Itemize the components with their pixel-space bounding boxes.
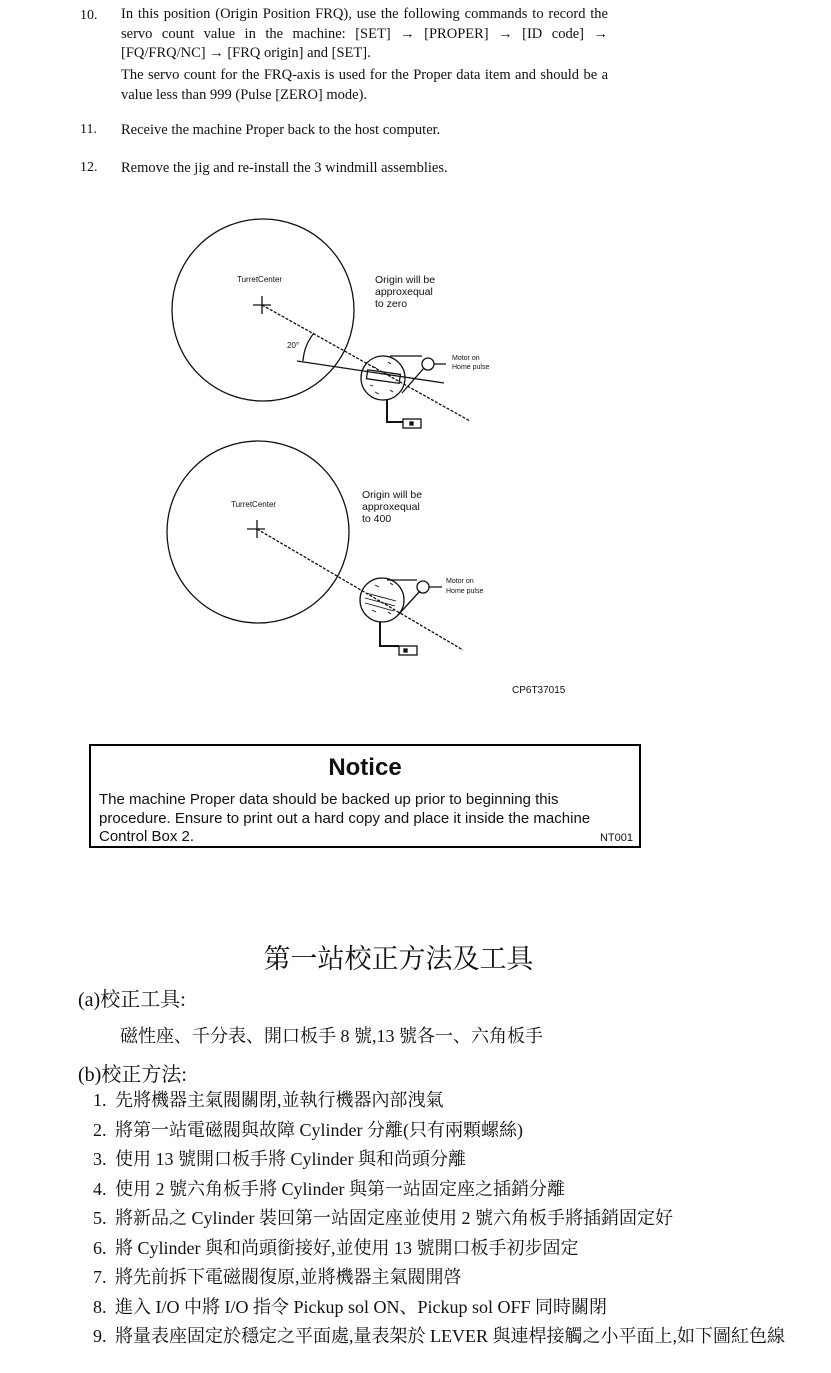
step-number: 4. <box>93 1179 107 1199</box>
step-text: 將新品之 Cylinder 裝回第一站固定座並使用 2 號六角板手將插銷固定好 <box>115 1208 673 1228</box>
sensor-box <box>399 646 417 655</box>
method-step <box>93 1322 823 1351</box>
sensor-lead <box>380 622 399 646</box>
diagram-origin-zero <box>172 219 470 428</box>
step-number: 8. <box>93 1297 107 1317</box>
step-text: 將先前拆下電磁閥復原,並將機器主氣閥開啓 <box>115 1267 462 1287</box>
step-text: 使用 13 號開口板手將 Cylinder 與和尚頭分離 <box>115 1149 466 1169</box>
step-number: 10. <box>80 8 98 23</box>
turret-circle <box>167 441 349 623</box>
method-step <box>93 1086 823 1115</box>
sensor-lead <box>387 400 403 422</box>
step-number: 12. <box>80 160 98 175</box>
method-step <box>93 1175 823 1204</box>
step-number: 2. <box>93 1120 107 1140</box>
turret-circle <box>172 219 354 401</box>
step-number: 5. <box>93 1208 107 1228</box>
origin-note-line: Origin will be <box>362 489 423 501</box>
step-number: 9. <box>93 1326 107 1346</box>
motor-label-line: Home pulse <box>446 588 484 595</box>
turret-center-label: TurretCenter <box>237 275 283 284</box>
origin-note-line: Origin will be <box>375 274 436 286</box>
center-line <box>257 529 463 650</box>
notice-title: Notice <box>328 754 402 781</box>
step-text: 使用 2 號六角板手將 Cylinder 與第一站固定座之插銷分離 <box>115 1179 565 1199</box>
origin-note-line: to zero <box>375 298 408 310</box>
step-text-note: The servo count for the FRQ-axis is used for the Proper data item and should be a value less than 999 (Pulse [ZERO] mode). <box>121 67 608 103</box>
method-step <box>93 1204 823 1233</box>
origin-note-line: to 400 <box>362 513 392 525</box>
step-text: Receive the machine Proper back to the host computer. <box>121 122 441 138</box>
motor-label-line: Motor on <box>452 355 480 362</box>
figure-code: CP6T37015 <box>512 685 566 696</box>
windmill-circle <box>361 356 405 400</box>
method-step <box>93 1263 823 1292</box>
method-step <box>93 1234 823 1263</box>
calibration-title: 第一站校正方法及工具 <box>263 944 534 974</box>
turret-center-label: TurretCenter <box>231 500 277 509</box>
origin-note-line: approxequal <box>362 501 420 513</box>
notice-body: The machine Proper data should be backed up prior to beginning this procedure. Ensure to print out a hard copy and place it inside the machine Control Box 2. <box>99 791 591 845</box>
method-step <box>93 1145 823 1174</box>
step-number: 1. <box>93 1090 107 1110</box>
method-step <box>93 1293 823 1322</box>
angle-label: 20° <box>287 341 300 350</box>
step-text: 將第一站電磁閥與故障 Cylinder 分離(只有兩顆螺絲) <box>115 1120 523 1140</box>
step-text: 先將機器主氣閥關閉,並執行機器內部洩氣 <box>115 1090 444 1110</box>
turret-center-cross <box>247 520 265 538</box>
motor-label-line: Home pulse <box>452 364 490 371</box>
step-text: 將 Cylinder 與和尚頭銜接好,並使用 13 號開口板手初步固定 <box>115 1238 579 1258</box>
notice-code: NT001 <box>599 832 633 844</box>
tools-heading: (a)校正工具: <box>78 989 186 1011</box>
windmill-circle <box>360 578 404 622</box>
diagram-origin-400 <box>167 441 463 655</box>
method-heading: (b)校正方法: <box>78 1064 187 1086</box>
step-text: In this position (Origin Position FRQ), use the following commands to record the servo count value in the machine: [SET] → [PROPER] → [ID code] → [FQ/FRQ/NC] → [FRQ origin] and [SET]. <box>121 6 608 61</box>
angle-arc <box>303 333 314 361</box>
step-number: 7. <box>93 1267 107 1287</box>
step-number: 6. <box>93 1238 107 1258</box>
step-text: Remove the jig and re-install the 3 windmill assemblies. <box>121 160 448 176</box>
origin-note-line: approxequal <box>375 286 433 298</box>
step-number: 11. <box>80 122 97 137</box>
method-step <box>93 1116 823 1145</box>
step-text: 將量表座固定於穩定之平面處,量表架於 LEVER 與連桿接觸之小平面上,如下圖紅色線 <box>115 1326 785 1346</box>
step-number: 3. <box>93 1149 107 1169</box>
motor-circle <box>417 581 429 593</box>
motor-label-line: Motor on <box>446 578 474 585</box>
tools-list: 磁性座、千分表、開口板手 8 號,13 號各一、六角板手 <box>120 1026 543 1046</box>
step-text: 進入 I/O 中將 I/O 指令 Pickup sol ON、Pickup sol OFF 同時關閉 <box>115 1297 608 1317</box>
center-line <box>262 305 470 421</box>
notice-box <box>89 744 641 848</box>
